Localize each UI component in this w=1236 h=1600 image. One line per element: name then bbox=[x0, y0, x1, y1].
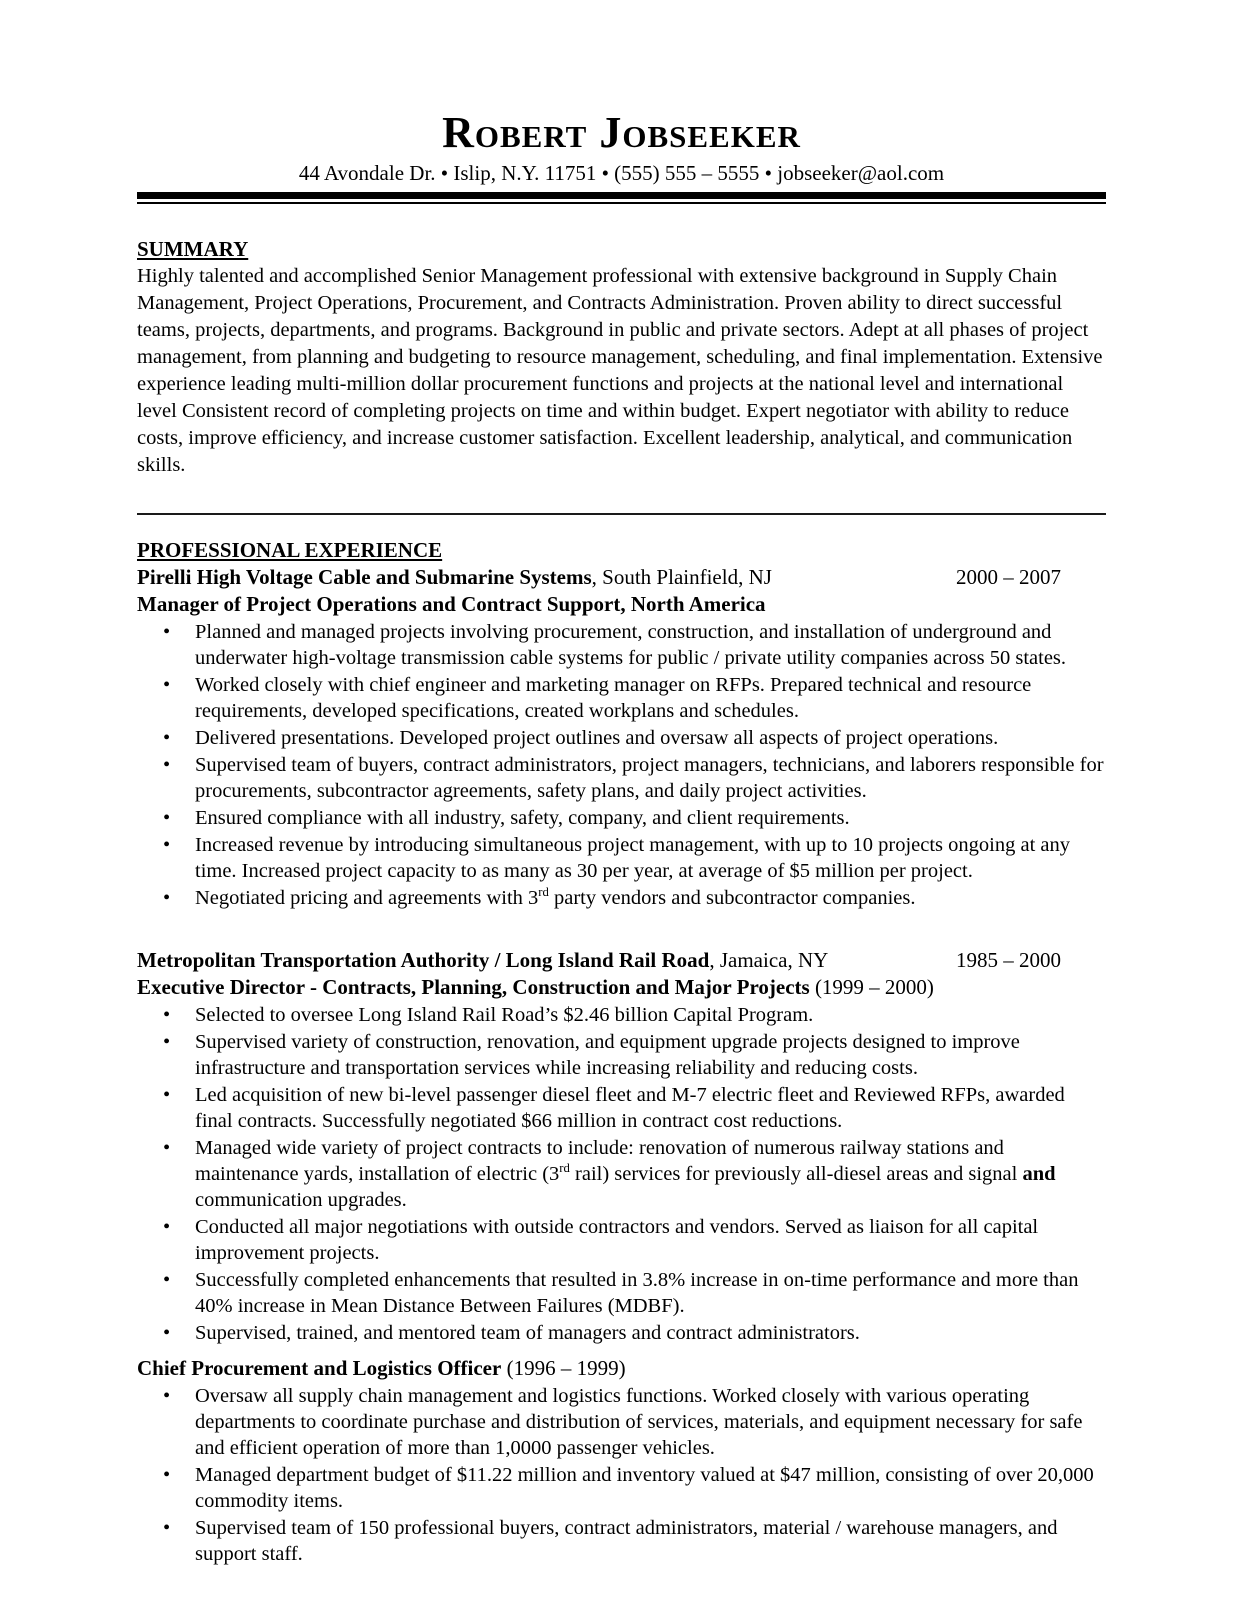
text-segment: Conducted all major negotiations with outside contractors and vendors. Served as liaison for all capital improvement projects. bbox=[195, 1216, 1039, 1264]
bullet-item bbox=[137, 1267, 1106, 1319]
employment-dates: 2000 – 2007 bbox=[956, 565, 1061, 589]
bullet-item bbox=[137, 832, 1106, 884]
job-header-row bbox=[137, 564, 1106, 591]
text-segment: Supervised team of 150 professional buyers, contract administrators, material / warehouse managers, and support staff. bbox=[195, 1517, 1058, 1565]
employment-dates: 1985 – 2000 bbox=[956, 948, 1061, 972]
text-segment: Managed department budget of $11.22 million and inventory valued at $47 million, consisting of over 20,000 commodity items. bbox=[195, 1464, 1094, 1512]
text-segment: Supervised variety of construction, renovation, and equipment upgrade projects designed to improve infrastructure and transportation services while increasing reliability and reducing costs. bbox=[195, 1031, 1020, 1079]
ordinal-superscript: rd bbox=[538, 885, 549, 900]
role-title-text: Executive Director - Contracts, Planning, Construction and Major Projects bbox=[137, 975, 810, 999]
role-entry bbox=[137, 974, 1106, 1346]
text-segment: Successfully completed enhancements that resulted in 3.8% increase in on-time performance and more than 40% increase in Mean Distance Between Failures (MDBF). bbox=[195, 1269, 1079, 1317]
bullet-item bbox=[137, 752, 1106, 804]
bullet-item bbox=[137, 1320, 1106, 1346]
bullet-item bbox=[137, 1383, 1106, 1461]
text-segment: party vendors and subcontractor companies. bbox=[548, 887, 916, 909]
text-segment: Managed wide variety of project contracts to include: renovation of numerous railway stations and maintenance yards, installation of electric (3 bbox=[195, 1137, 1004, 1185]
bold-text-segment: and bbox=[1022, 1163, 1056, 1185]
bullet-item bbox=[137, 1515, 1106, 1567]
bullet-item bbox=[137, 1462, 1106, 1514]
text-segment: Led acquisition of new bi-level passenger diesel fleet and M-7 electric fleet and Reviewed RFPs, awarded final contracts. Successfully negotiated $66 million in contract cost reductions. bbox=[195, 1084, 1065, 1132]
header-divider bbox=[137, 192, 1106, 204]
bullet-list bbox=[137, 619, 1106, 911]
role-title-text: Chief Procurement and Logistics Officer bbox=[137, 1356, 502, 1380]
section-divider bbox=[137, 513, 1106, 515]
bullet-item bbox=[137, 1082, 1106, 1134]
role-title bbox=[137, 974, 1106, 1001]
job-entry bbox=[137, 947, 1106, 1567]
role-entry bbox=[137, 591, 1106, 911]
bullet-item bbox=[137, 1002, 1106, 1028]
text-segment: Supervised, trained, and mentored team of managers and contract administrators. bbox=[195, 1322, 860, 1344]
bullet-list bbox=[137, 1002, 1106, 1346]
ordinal-superscript: rd bbox=[559, 1161, 570, 1176]
text-segment: communication upgrades. bbox=[195, 1189, 407, 1211]
jobs-container bbox=[137, 564, 1106, 1567]
role-title bbox=[137, 591, 1106, 618]
bullet-item bbox=[137, 672, 1106, 724]
bullet-item bbox=[137, 725, 1106, 751]
company-name: Pirelli High Voltage Cable and Submarine Systems bbox=[137, 565, 592, 589]
text-segment: Increased revenue by introducing simultaneous project management, with up to 10 projects ongoing at any time. Increased project capacity to as many as 30 per year, at average of $5 million per project. bbox=[195, 834, 1070, 882]
experience-section bbox=[137, 537, 1106, 1567]
company-location: , South Plainfield, NJ bbox=[591, 565, 772, 589]
company-location: , Jamaica, NY bbox=[709, 948, 829, 972]
job-header-left bbox=[137, 564, 772, 591]
bullet-item bbox=[137, 805, 1106, 831]
bullet-item bbox=[137, 1214, 1106, 1266]
text-segment: Supervised team of buyers, contract administrators, project managers, technicians, and laborers responsible for procurements, subcontractor agreements, safety plans, and daily project activities. bbox=[195, 754, 1104, 802]
role-title-dates: (1999 – 2000) bbox=[809, 975, 934, 999]
role-title-dates: (1996 – 1999) bbox=[501, 1356, 626, 1380]
bullet-item bbox=[137, 1029, 1106, 1081]
header-divider-thin-rule bbox=[137, 202, 1106, 204]
job-header-row bbox=[137, 947, 1106, 974]
header-divider-thick-rule bbox=[137, 192, 1106, 199]
text-segment: Worked closely with chief engineer and marketing manager on RFPs. Prepared technical and resource requirements, developed specifications, created workplans and schedules. bbox=[195, 674, 1032, 722]
text-segment: Planned and managed projects involving procurement, construction, and installation of underground and underwater high-voltage transmission cable systems for public / private utility companies across 50 states. bbox=[195, 621, 1067, 669]
contact-line: 44 Avondale Dr. • Islip, N.Y. 11751 • (555) 555 – 5555 • jobseeker@aol.com bbox=[298, 161, 945, 185]
summary-text: Highly talented and accomplished Senior Management professional with extensive background in Supply Chain Management, Project Operations, Procurement, and Contracts Administration. Proven ability to direct successful teams, projects, departments, and programs. Background in public and private sectors. Adept at all phases of project management, from planning and budgeting to resource management, scheduling, and final implementation. Extensive experience leading multi-million dollar procurement functions and projects at the national level and international level Consistent record of completing projects on time and within budget. Expert negotiator with ability to reduce costs, improve efficiency, and increase customer satisfaction. Excellent leadership, analytical, and communication skills. bbox=[137, 265, 1103, 476]
role-title bbox=[137, 1355, 1106, 1382]
experience-heading: PROFESSIONAL EXPERIENCE bbox=[137, 538, 443, 562]
text-segment: rail) services for previously all-diesel areas and signal bbox=[569, 1163, 1023, 1185]
text-segment: Delivered presentations. Developed project outlines and oversaw all aspects of project operations. bbox=[195, 727, 999, 749]
bullet-item bbox=[137, 619, 1106, 671]
candidate-name: Robert Jobseeker bbox=[442, 108, 801, 157]
summary-section bbox=[137, 236, 1106, 479]
bullet-item bbox=[137, 1135, 1106, 1213]
text-segment: Ensured compliance with all industry, safety, company, and client requirements. bbox=[195, 807, 850, 829]
text-segment: Negotiated pricing and agreements with 3 bbox=[195, 887, 539, 909]
text-segment: Selected to oversee Long Island Rail Road’s $2.46 billion Capital Program. bbox=[195, 1004, 814, 1026]
summary-heading: SUMMARY bbox=[137, 237, 249, 261]
company-name: Metropolitan Transportation Authority / Long Island Rail Road bbox=[137, 948, 710, 972]
job-header-left bbox=[137, 947, 828, 974]
bullet-item bbox=[137, 885, 1106, 911]
bullet-list bbox=[137, 1383, 1106, 1567]
text-segment: Oversaw all supply chain management and logistics functions. Worked closely with various operating departments to coordinate purchase and distribution of services, materials, and equipment necessary for safe and efficient operation of more than 1,0000 passenger vehicles. bbox=[195, 1385, 1083, 1459]
role-title-text: Manager of Project Operations and Contract Support, North America bbox=[137, 592, 766, 616]
resume-header bbox=[137, 108, 1106, 204]
role-entry bbox=[137, 1355, 1106, 1567]
job-entry bbox=[137, 564, 1106, 911]
